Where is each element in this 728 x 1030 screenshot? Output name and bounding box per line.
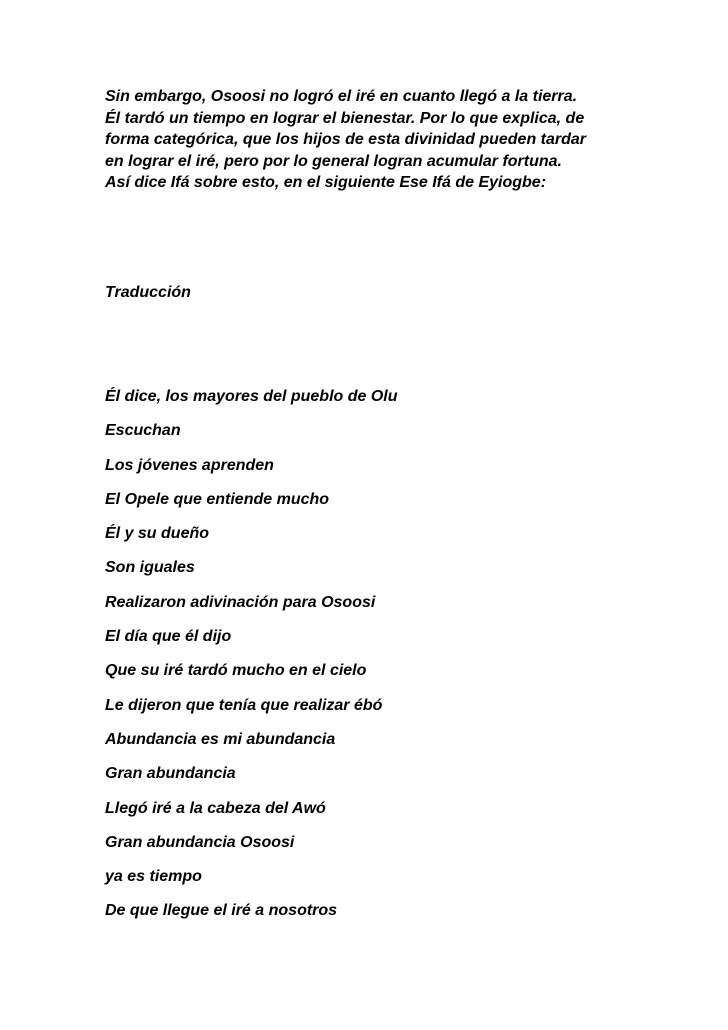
intro-line: Él tardó un tiempo en lograr el bienestar. Por lo que explica, de — [105, 109, 585, 127]
verse-line: Llegó iré a la cabeza del Awó — [105, 799, 326, 817]
verse-list — [105, 386, 398, 935]
intro-line: Así dice Ifá sobre esto, en el siguiente Ese Ifá de Eyiogbe: — [105, 174, 547, 191]
intro-paragraph — [105, 86, 665, 194]
intro-line: forma categórica, que los hijos de esta divinidad pueden tardar — [105, 131, 587, 148]
verse-line: Que su iré tardó mucho en el cielo — [105, 662, 367, 680]
verse-line: El día que él dijo — [105, 628, 232, 646]
verse-line: De que llegue el iré a nosotros — [105, 902, 338, 920]
section-heading: Traducción — [105, 284, 191, 301]
verse-line: Él dice, los mayores del pueblo de Olu — [105, 388, 398, 405]
verse-line: Abundancia es mi abundancia — [105, 730, 336, 748]
verse-line: Le dijeron que tenía que realizar ébó — [105, 696, 383, 714]
intro-line: Sin embargo, Osoosi no logró el iré en cuanto llegó a la tierra. — [105, 88, 578, 105]
verse-line: Gran abundancia Osoosi — [105, 833, 295, 851]
verse-line: Escuchan — [105, 422, 181, 440]
verse-line: Los jóvenes aprenden — [105, 456, 274, 474]
verse-line: ya es tiempo — [105, 868, 202, 886]
verse-line: Gran abundancia — [105, 765, 236, 783]
verse-line: Son iguales — [105, 559, 195, 577]
intro-line: en lograr el iré, pero por lo general logran acumular fortuna. — [105, 152, 562, 170]
verse-line: Realizaron adivinación para Osoosi — [105, 593, 376, 611]
verse-line: El Opele que entiende mucho — [105, 490, 330, 508]
verse-line: Él y su dueño — [105, 525, 210, 543]
